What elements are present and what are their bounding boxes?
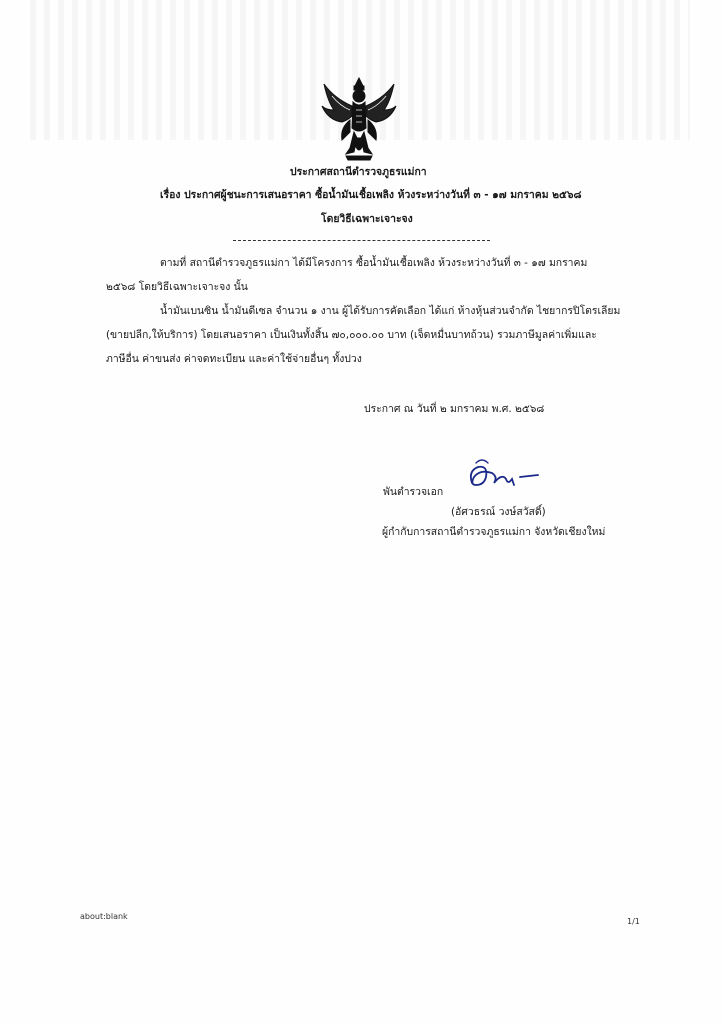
- paragraph-2-line-3: ภาษีอื่น ค่าขนส่ง ค่าจดทะเบียน และค่าใช้จ่ายอื่นๆ ทั้งปวง: [106, 353, 362, 365]
- dashed-separator: [233, 240, 490, 241]
- footer-url: about:blank: [80, 912, 128, 921]
- announce-date: ประกาศ ณ วันที่ ๒ มกราคม พ.ศ. ๒๕๖๘: [364, 403, 545, 415]
- procurement-method: โดยวิธีเฉพาะเจาะจง: [321, 213, 413, 225]
- paragraph-2-line-1: น้ำมันเบนซิน น้ำมันดีเซล จำนวน ๑ งาน ผู้ได้รับการคัดเลือก ได้แก่ ห้างหุ้นส่วนจำกัด ไชยากรปิโตรเลียม: [160, 305, 621, 317]
- paragraph-1-line-2: ๒๕๖๘ โดยวิธีเฉพาะเจาะจง นั้น: [106, 281, 248, 293]
- garuda-emblem: [320, 76, 398, 164]
- signer-name: (อัศวธรณ์ วงษ์สวัสดิ์): [451, 506, 546, 518]
- footer-page-number: 1/1: [627, 917, 640, 926]
- handwritten-signature: [462, 455, 540, 495]
- document-subject: เรื่อง ประกาศผู้ชนะการเสนอราคา ซื้อน้ำมันเชื้อเพลิง ห้วงระหว่างวันที่ ๓ - ๑๗ มกราคม ๒๕๖๘: [160, 189, 582, 201]
- signer-position: ผู้กำกับการสถานีตำรวจภูธรแม่กา จังหวัดเชียงใหม่: [382, 526, 606, 538]
- paragraph-2-line-2: (ขายปลีก,ให้บริการ) โดยเสนอราคา เป็นเงินทั้งสิ้น ๗๐,๐๐๐.๐๐ บาท (เจ็ดหมื่นบาทถ้วน) รวมภาษีมูลค่าเพิ่มและ: [106, 329, 597, 341]
- document-title: ประกาศสถานีตำรวจภูธรแม่กา: [290, 166, 427, 178]
- paragraph-1-line-1: ตามที่ สถานีตำรวจภูธรแม่กา ได้มีโครงการ ซื้อน้ำมันเชื้อเพลิง ห้วงระหว่างวันที่ ๓ - ๑๗ มกราคม: [160, 257, 588, 269]
- signer-rank: พันตำรวจเอก: [383, 486, 444, 498]
